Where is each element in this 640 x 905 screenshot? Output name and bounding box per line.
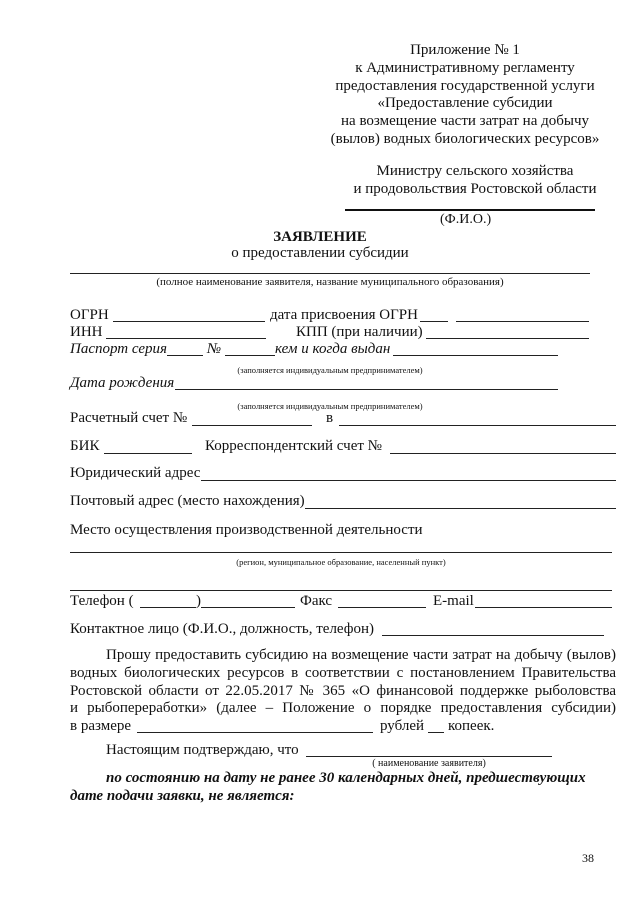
appendix-line: Приложение № 1 — [410, 42, 520, 58]
postal-address-field[interactable] — [305, 508, 616, 509]
request-line: Ростовской области от 22.05.2017 № 365 «О финансовой поддержке рыболовства — [70, 682, 616, 699]
region-caption: (регион, муниципальное образование, населенный пункт) — [236, 557, 446, 567]
fio-underline[interactable] — [345, 209, 595, 211]
request-line: Прошу предоставить субсидию на возмещение части затрат на добычу (вылов) — [106, 647, 616, 663]
legal-address-field[interactable] — [201, 480, 616, 481]
kpp-field[interactable] — [426, 338, 589, 339]
postal-address-label: Почтовый адрес (место нахождения) — [70, 493, 305, 509]
phone-code-field[interactable] — [140, 607, 196, 608]
appendix-header — [300, 42, 630, 149]
passport-issued-field[interactable] — [393, 355, 558, 356]
addressee-line: Министру сельского хозяйства — [376, 163, 574, 179]
ogrn-field[interactable] — [113, 321, 265, 322]
email-field[interactable] — [475, 607, 612, 608]
production-place-field-2[interactable] — [70, 590, 612, 591]
phone-label: Телефон ( — [70, 593, 134, 609]
request-line: и рыбопереработки» (далее – Положение о порядке предоставления субсидии) — [70, 700, 616, 717]
ip-note: (заполняется индивидуальным предпринимателем) — [237, 365, 423, 375]
account-label: Расчетный счет № — [70, 410, 188, 426]
ogrn-label: ОГРН — [70, 307, 109, 323]
passport-series-label: Паспорт серия — [70, 341, 167, 357]
phone-bracket: ) — [196, 593, 201, 609]
amount-rubles-field[interactable] — [137, 732, 373, 733]
bik-field[interactable] — [104, 453, 192, 454]
account-field[interactable] — [192, 425, 312, 426]
production-place-field[interactable] — [70, 552, 612, 553]
corr-account-label: Корреспондентский счет № — [205, 438, 382, 454]
ogrn-date-field-2[interactable] — [456, 321, 589, 322]
kpp-label: КПП (при наличии) — [296, 324, 423, 340]
appendix-line: (вылов) водных биологических ресурсов» — [330, 130, 600, 147]
birth-date-label: Дата рождения — [70, 375, 175, 391]
addressee-block — [330, 163, 620, 199]
appendix-line: к Административному регламенту — [355, 59, 575, 76]
appendix-line: «Предоставление субсидии — [377, 95, 553, 112]
contact-field[interactable] — [382, 635, 604, 636]
amount-kopecks-field[interactable] — [428, 732, 444, 733]
appendix-line: на возмещение части затрат на добычу — [341, 113, 589, 130]
inn-label: ИНН — [70, 324, 103, 340]
legal-address-label: Юридический адрес — [70, 465, 201, 481]
ip-note: (заполняется индивидуальным предпринимателем) — [237, 401, 423, 411]
appendix-line: предоставления государственной услуги — [335, 77, 595, 94]
page-number: 38 — [582, 851, 594, 865]
addressee-line: и продовольствия Ростовской области — [353, 180, 597, 197]
inn-field[interactable] — [106, 338, 266, 339]
fax-label: Факс — [300, 593, 333, 609]
request-paragraph — [70, 647, 616, 718]
document-subtitle: о предоставлении субсидии — [231, 245, 409, 261]
production-place-label: Место осуществления производственной деятельности — [70, 522, 423, 538]
account-bank-field[interactable] — [339, 425, 616, 426]
statement-line: дате подачи заявки, не является: — [70, 788, 295, 804]
passport-number-label: № — [207, 341, 222, 357]
account-bank-label: в — [326, 410, 334, 426]
passport-series-field[interactable] — [167, 355, 203, 356]
birth-date-field[interactable] — [175, 389, 558, 390]
passport-issued-label: кем и когда выдан — [275, 341, 391, 357]
applicant-caption: (полное наименование заявителя, название муниципального образования) — [156, 276, 504, 288]
ogrn-date-field-1[interactable] — [420, 321, 448, 322]
passport-number-field[interactable] — [225, 355, 275, 356]
fio-caption: (Ф.И.О.) — [440, 212, 492, 227]
confirm-text: Настоящим подтверждаю, что — [106, 742, 299, 758]
corr-account-field[interactable] — [390, 453, 616, 454]
phone-field[interactable] — [201, 607, 295, 608]
applicant-name-line[interactable] — [70, 273, 590, 274]
document-title: ЗАЯВЛЕНИЕ — [273, 229, 367, 245]
confirm-caption: ( наименование заявителя) — [372, 758, 486, 769]
contact-label: Контактное лицо (Ф.И.О., должность, телефон) — [70, 621, 375, 637]
amount-prefix: в размере — [70, 718, 132, 734]
fax-field[interactable] — [338, 607, 426, 608]
confirm-field[interactable] — [306, 756, 552, 757]
email-label: E-mail — [433, 593, 474, 609]
bik-label: БИК — [70, 438, 100, 454]
amount-rubles-label: рублей — [380, 718, 425, 734]
ogrn-date-label: дата присвоения ОГРН — [270, 307, 418, 323]
statement-line: по состоянию на дату не ранее 30 календарных дней, предшествующих — [106, 770, 586, 786]
amount-kopecks-label: копеек. — [448, 718, 495, 734]
request-line: водных биологических ресурсов в соответствии с постановлением Правительства — [70, 664, 616, 681]
